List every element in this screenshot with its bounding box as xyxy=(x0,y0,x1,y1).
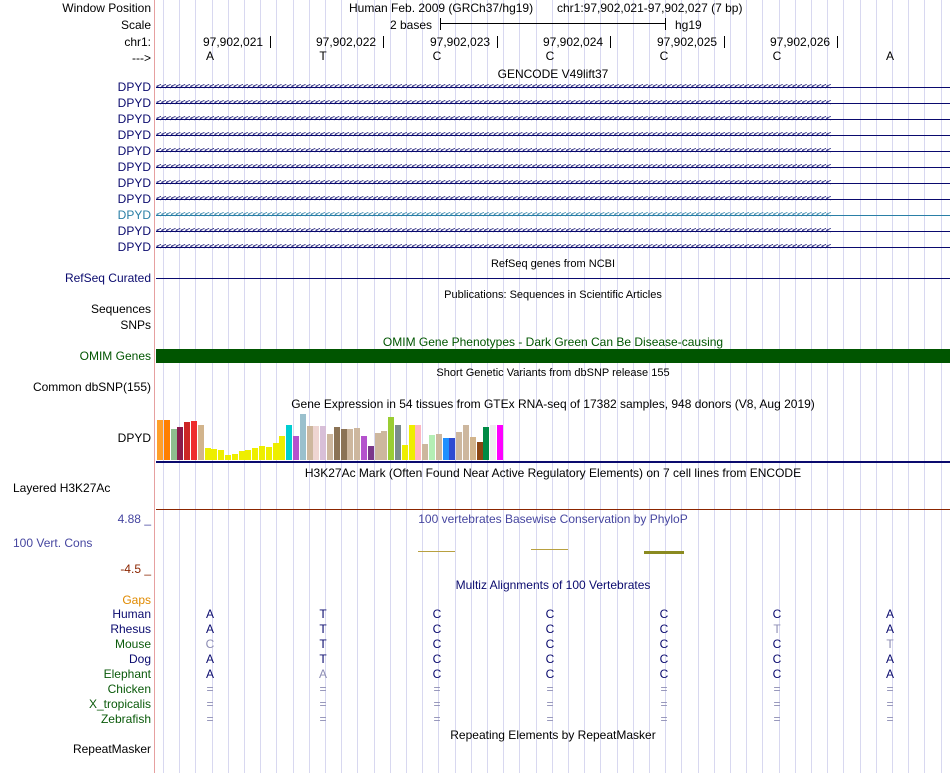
gaps-label: Gaps xyxy=(122,593,151,607)
alignment-base: = xyxy=(660,712,668,726)
alignment-base: = xyxy=(206,712,214,726)
gencode-transcript[interactable] xyxy=(156,192,950,206)
gtex-tissue-bar[interactable] xyxy=(300,414,306,460)
alignment-base: A xyxy=(205,667,214,681)
gtex-tissue-bar[interactable] xyxy=(157,420,163,460)
snps-track-label[interactable]: SNPs xyxy=(120,318,151,332)
alignment-base: C xyxy=(772,607,782,621)
gtex-tissue-bar[interactable] xyxy=(211,449,217,460)
gencode-transcript[interactable] xyxy=(156,112,950,126)
ruler-tick xyxy=(497,36,498,48)
refseq-gene-line[interactable] xyxy=(156,278,950,279)
alignment-base: T xyxy=(886,637,894,651)
species-label[interactable]: Chicken xyxy=(107,682,151,696)
gtex-track-title: Gene Expression in 54 tissues from GTEx RNA-seq of 17382 samples, 948 donors (V8, Aug 2019) xyxy=(291,397,815,411)
gencode-track-title: GENCODE V49lift37 xyxy=(497,67,609,81)
gencode-transcript-label[interactable]: DPYD xyxy=(117,112,151,126)
species-label[interactable]: Elephant xyxy=(103,667,151,681)
alignment-base: = xyxy=(206,682,214,696)
gencode-transcript-label[interactable]: DPYD xyxy=(117,240,151,254)
multiz-track-title: Multiz Alignments of 100 Vertebrates xyxy=(455,578,651,592)
alignment-base: = xyxy=(546,712,554,726)
ruler-position-label: 97,902,025 xyxy=(657,35,718,49)
alignment-base: = xyxy=(206,697,214,711)
alignment-base: = xyxy=(546,682,554,696)
gtex-tissue-bar[interactable] xyxy=(184,422,190,460)
repeatmasker-track-title: Repeating Elements by RepeatMasker xyxy=(450,728,656,742)
alignment-base: C xyxy=(432,667,442,681)
alignment-base: C xyxy=(432,637,442,651)
gtex-baseline xyxy=(156,461,950,463)
gtex-tissue-bar[interactable] xyxy=(232,454,238,460)
strand-chevrons: <<<<<<<<<<<<<<<<<<<<<<<<<<<<<<<<<<<<<<<<<<<<<<<<<<<<<<<<<<<<<<<<<<<<<<<<<<<<<<<<<<<<<<<<<<<<<<<<<<<<<<<<<<<<<<<<<<<<<<<<<<<<<<<<<<<<<<<<<<<< xyxy=(156,162,831,172)
gtex-tissue-bar[interactable] xyxy=(381,431,387,460)
gtex-tissue-bar[interactable] xyxy=(395,425,401,460)
ruler-base: C xyxy=(659,49,669,63)
ruler-base: A xyxy=(205,49,214,63)
alignment-base: C xyxy=(772,652,782,666)
alignment-base: C xyxy=(772,637,782,651)
alignment-base: A xyxy=(885,622,894,636)
phylop-track-title: 100 vertebrates Basewise Conservation by PhyloP xyxy=(418,512,688,526)
alignment-base: C xyxy=(659,607,669,621)
ruler-tick xyxy=(610,36,611,48)
alignment-base: A xyxy=(205,652,214,666)
gtex-tissue-bar[interactable] xyxy=(361,436,367,460)
alignment-base: T xyxy=(319,607,327,621)
h3k27ac-track-title: H3K27Ac Mark (Often Found Near Active Regulatory Elements) on 7 cell lines from ENCODE xyxy=(304,466,802,480)
alignment-base: = xyxy=(773,682,781,696)
alignment-base: A xyxy=(885,607,894,621)
omim-track-label[interactable]: OMIM Genes xyxy=(79,349,151,363)
ruler-base: A xyxy=(885,49,894,63)
track-label-column xyxy=(0,0,155,773)
gencode-transcript-label[interactable]: DPYD xyxy=(117,224,151,238)
gtex-tissue-bar[interactable] xyxy=(177,427,183,460)
alignment-base: T xyxy=(773,622,781,636)
ruler-position-label: 97,902,022 xyxy=(316,35,377,49)
ruler-tick xyxy=(837,36,838,48)
alignment-base: = xyxy=(546,697,554,711)
alignment-base: C xyxy=(659,637,669,651)
gtex-tissue-bar[interactable] xyxy=(347,429,353,460)
alignment-base: = xyxy=(433,682,441,696)
gtex-tissue-bar[interactable] xyxy=(293,436,299,460)
ruler-position-label: 97,902,021 xyxy=(203,35,264,49)
phylop-min-label: -4.5 _ xyxy=(120,562,151,576)
refseq-track-label[interactable]: RefSeq Curated xyxy=(64,271,151,285)
gtex-tissue-bar[interactable] xyxy=(436,434,442,460)
species-label[interactable]: Rhesus xyxy=(110,622,151,636)
alignment-base: C xyxy=(432,622,442,636)
alignment-base: A xyxy=(205,622,214,636)
alignment-base: A xyxy=(885,652,894,666)
strand-chevrons: <<<<<<<<<<<<<<<<<<<<<<<<<<<<<<<<<<<<<<<<<<<<<<<<<<<<<<<<<<<<<<<<<<<<<<<<<<<<<<<<<<<<<<<<<<<<<<<<<<<<<<<<<<<<<<<<<<<<<<<<<<<<<<<<<<<<<<<<<<<< xyxy=(156,178,831,188)
gencode-transcript-label[interactable]: DPYD xyxy=(117,160,151,174)
gencode-transcript-label[interactable]: DPYD xyxy=(117,80,151,94)
phylop-score-mark xyxy=(644,551,684,554)
alignment-base: = xyxy=(319,697,327,711)
ruler-position-label: 97,902,026 xyxy=(770,35,831,49)
species-label[interactable]: X_tropicalis xyxy=(88,697,151,711)
gencode-transcript[interactable] xyxy=(156,128,950,142)
gtex-tissue-bar[interactable] xyxy=(490,425,496,460)
alignment-base: = xyxy=(319,712,327,726)
alignment-base: C xyxy=(545,652,555,666)
alignment-base: C xyxy=(545,622,555,636)
gencode-transcript-label[interactable]: DPYD xyxy=(117,128,151,142)
gtex-tissue-bar[interactable] xyxy=(422,444,428,460)
alignment-base: C xyxy=(432,607,442,621)
gtex-tissue-bar[interactable] xyxy=(415,425,421,460)
gtex-tissue-bar[interactable] xyxy=(286,425,292,460)
repeatmasker-track-label[interactable]: RepeatMasker xyxy=(72,742,151,756)
alignment-base: = xyxy=(433,712,441,726)
alignment-base: = xyxy=(886,682,894,696)
gencode-transcript-label[interactable]: DPYD xyxy=(117,96,151,110)
strand-chevrons: <<<<<<<<<<<<<<<<<<<<<<<<<<<<<<<<<<<<<<<<<<<<<<<<<<<<<<<<<<<<<<<<<<<<<<<<<<<<<<<<<<<<<<<<<<<<<<<<<<<<<<<<<<<<<<<<<<<<<<<<<<<<<<<<<<<<<<<<<<<< xyxy=(156,114,831,124)
alignment-base: C xyxy=(659,652,669,666)
gencode-transcript[interactable] xyxy=(156,144,950,158)
chrom-label: chr1: xyxy=(124,35,151,49)
gtex-tissue-bar[interactable] xyxy=(402,445,408,460)
gtex-expression-chart[interactable] xyxy=(156,412,556,460)
ruler-base: C xyxy=(432,49,442,63)
gtex-tissue-bar[interactable] xyxy=(470,437,476,460)
ruler-position-label: 97,902,023 xyxy=(430,35,491,49)
ruler-tick xyxy=(724,36,725,48)
alignment-base: T xyxy=(319,637,327,651)
gtex-tissue-bar[interactable] xyxy=(225,455,231,460)
alignment-base: A xyxy=(885,667,894,681)
alignment-base: T xyxy=(319,622,327,636)
window-position-label: Window Position xyxy=(62,1,151,15)
gencode-transcript[interactable] xyxy=(156,80,950,94)
alignment-base: = xyxy=(773,712,781,726)
gtex-tissue-bar[interactable] xyxy=(429,435,435,460)
gencode-transcript-label[interactable]: DPYD xyxy=(117,208,151,222)
strand-label: ---> xyxy=(132,51,151,65)
strand-chevrons: <<<<<<<<<<<<<<<<<<<<<<<<<<<<<<<<<<<<<<<<<<<<<<<<<<<<<<<<<<<<<<<<<<<<<<<<<<<<<<<<<<<<<<<<<<<<<<<<<<<<<<<<<<<<<<<<<<<<<<<<<<<<<<<<<<<<<<<<<<<< xyxy=(156,242,831,252)
alignment-base: C xyxy=(659,667,669,681)
alignment-base: C xyxy=(659,622,669,636)
strand-chevrons: <<<<<<<<<<<<<<<<<<<<<<<<<<<<<<<<<<<<<<<<<<<<<<<<<<<<<<<<<<<<<<<<<<<<<<<<<<<<<<<<<<<<<<<<<<<<<<<<<<<<<<<<<<<<<<<<<<<<<<<<<<<<<<<<<<<<<<<<<<<< xyxy=(156,98,831,108)
gtex-tissue-bar[interactable] xyxy=(327,434,333,460)
assembly-name: Human Feb. 2009 (GRCh37/hg19) xyxy=(349,1,534,15)
strand-chevrons: <<<<<<<<<<<<<<<<<<<<<<<<<<<<<<<<<<<<<<<<<<<<<<<<<<<<<<<<<<<<<<<<<<<<<<<<<<<<<<<<<<<<<<<<<<<<<<<<<<<<<<<<<<<<<<<<<<<<<<<<<<<<<<<<<<<<<<<<<<<< xyxy=(156,210,831,220)
alignment-base: = xyxy=(773,697,781,711)
publications-track-title: Publications: Sequences in Scientific Articles xyxy=(444,289,662,301)
strand-chevrons: <<<<<<<<<<<<<<<<<<<<<<<<<<<<<<<<<<<<<<<<<<<<<<<<<<<<<<<<<<<<<<<<<<<<<<<<<<<<<<<<<<<<<<<<<<<<<<<<<<<<<<<<<<<<<<<<<<<<<<<<<<<<<<<<<<<<<<<<<<<< xyxy=(156,82,831,92)
alignment-base: C xyxy=(545,637,555,651)
gencode-transcript[interactable] xyxy=(156,176,950,190)
refseq-track-title: RefSeq genes from NCBI xyxy=(490,258,616,270)
strand-chevrons: <<<<<<<<<<<<<<<<<<<<<<<<<<<<<<<<<<<<<<<<<<<<<<<<<<<<<<<<<<<<<<<<<<<<<<<<<<<<<<<<<<<<<<<<<<<<<<<<<<<<<<<<<<<<<<<<<<<<<<<<<<<<<<<<<<<<<<<<<<<< xyxy=(156,226,831,236)
gencode-transcript-label[interactable]: DPYD xyxy=(117,144,151,158)
phylop-score-mark xyxy=(531,549,568,550)
dbsnp-track-label[interactable]: Common dbSNP(155) xyxy=(32,380,151,394)
species-label[interactable]: Zebrafish xyxy=(100,712,151,726)
gencode-transcript[interactable] xyxy=(156,160,950,174)
gtex-tissue-bar[interactable] xyxy=(313,426,319,460)
species-label[interactable]: Human xyxy=(112,607,151,621)
ruler-base: C xyxy=(545,49,555,63)
gtex-tissue-bar[interactable] xyxy=(456,432,462,460)
alignment-base: T xyxy=(319,652,327,666)
alignment-base: = xyxy=(660,682,668,696)
ruler-position-label: 97,902,024 xyxy=(543,35,604,49)
alignment-base: = xyxy=(886,712,894,726)
alignment-base: A xyxy=(205,607,214,621)
phylop-score-mark xyxy=(418,551,455,552)
gtex-tissue-bar[interactable] xyxy=(483,427,489,460)
ruler-tick xyxy=(270,36,271,48)
h3k27ac-track-label[interactable]: Layered H3K27Ac xyxy=(13,481,111,495)
ruler-base: T xyxy=(319,49,327,63)
gtex-tissue-bar[interactable] xyxy=(497,425,503,460)
alignment-base: C xyxy=(772,667,782,681)
h3k27ac-baseline xyxy=(156,509,950,510)
species-label[interactable]: Mouse xyxy=(114,637,151,651)
strand-chevrons: <<<<<<<<<<<<<<<<<<<<<<<<<<<<<<<<<<<<<<<<<<<<<<<<<<<<<<<<<<<<<<<<<<<<<<<<<<<<<<<<<<<<<<<<<<<<<<<<<<<<<<<<<<<<<<<<<<<<<<<<<<<<<<<<<<<<<<<<<<<< xyxy=(156,194,831,204)
position-readout: chr1:97,902,021-97,902,027 (7 bp) xyxy=(557,1,743,15)
sequences-track-label[interactable]: Sequences xyxy=(90,302,151,316)
alignment-base: C xyxy=(205,637,215,651)
gencode-transcript[interactable] xyxy=(156,96,950,110)
gencode-transcript-label[interactable]: DPYD xyxy=(117,176,151,190)
gtex-tissue-bar[interactable] xyxy=(320,426,326,460)
phylop-track-label[interactable]: 100 Vert. Cons xyxy=(13,536,93,550)
strand-chevrons: <<<<<<<<<<<<<<<<<<<<<<<<<<<<<<<<<<<<<<<<<<<<<<<<<<<<<<<<<<<<<<<<<<<<<<<<<<<<<<<<<<<<<<<<<<<<<<<<<<<<<<<<<<<<<<<<<<<<<<<<<<<<<<<<<<<<<<<<<<<< xyxy=(156,146,831,156)
alignment-base: A xyxy=(318,667,327,681)
gtex-tissue-bar[interactable] xyxy=(252,448,258,460)
alignment-base: C xyxy=(432,652,442,666)
gtex-track-label[interactable]: DPYD xyxy=(117,431,151,445)
db-name: hg19 xyxy=(675,18,702,32)
alignment-base: = xyxy=(660,697,668,711)
alignment-base: = xyxy=(886,697,894,711)
gtex-tissue-bar[interactable] xyxy=(218,450,224,460)
gtex-tissue-bar[interactable] xyxy=(463,425,469,460)
gtex-tissue-bar[interactable] xyxy=(354,428,360,460)
gtex-tissue-bar[interactable] xyxy=(191,421,197,460)
gtex-tissue-bar[interactable] xyxy=(266,447,272,460)
species-label[interactable]: Dog xyxy=(128,652,151,666)
gtex-tissue-bar[interactable] xyxy=(245,450,251,460)
alignment-base: C xyxy=(545,607,555,621)
scale-bar xyxy=(440,18,666,30)
phylop-max-label: 4.88 _ xyxy=(117,512,151,526)
ruler-tick xyxy=(383,36,384,48)
ruler-base: C xyxy=(772,49,782,63)
strand-chevrons: <<<<<<<<<<<<<<<<<<<<<<<<<<<<<<<<<<<<<<<<<<<<<<<<<<<<<<<<<<<<<<<<<<<<<<<<<<<<<<<<<<<<<<<<<<<<<<<<<<<<<<<<<<<<<<<<<<<<<<<<<<<<<<<<<<<<<<<<<<<< xyxy=(156,130,831,140)
gtex-tissue-bar[interactable] xyxy=(334,427,340,460)
dbsnp-track-title: Short Genetic Variants from dbSNP release 155 xyxy=(436,367,670,379)
scale-label: Scale xyxy=(120,18,151,32)
omim-track-title: OMIM Gene Phenotypes - Dark Green Can Be Disease-causing xyxy=(382,335,724,349)
gtex-tissue-bar[interactable] xyxy=(388,417,394,460)
gtex-tissue-bar[interactable] xyxy=(259,446,265,460)
gtex-tissue-bar[interactable] xyxy=(449,438,455,460)
alignment-base: = xyxy=(433,697,441,711)
gencode-transcript[interactable] xyxy=(156,224,950,238)
gtex-tissue-bar[interactable] xyxy=(279,436,285,460)
gencode-transcript[interactable] xyxy=(156,208,950,222)
gtex-tissue-bar[interactable] xyxy=(198,425,204,460)
alignment-base: C xyxy=(545,667,555,681)
gencode-transcript-label[interactable]: DPYD xyxy=(117,192,151,206)
alignment-base: = xyxy=(319,682,327,696)
omim-gene-bar[interactable] xyxy=(156,349,950,363)
gtex-tissue-bar[interactable] xyxy=(164,420,170,460)
scale-text: 2 bases xyxy=(390,18,433,32)
gtex-tissue-bar[interactable] xyxy=(368,446,374,460)
gencode-transcript[interactable] xyxy=(156,240,950,254)
